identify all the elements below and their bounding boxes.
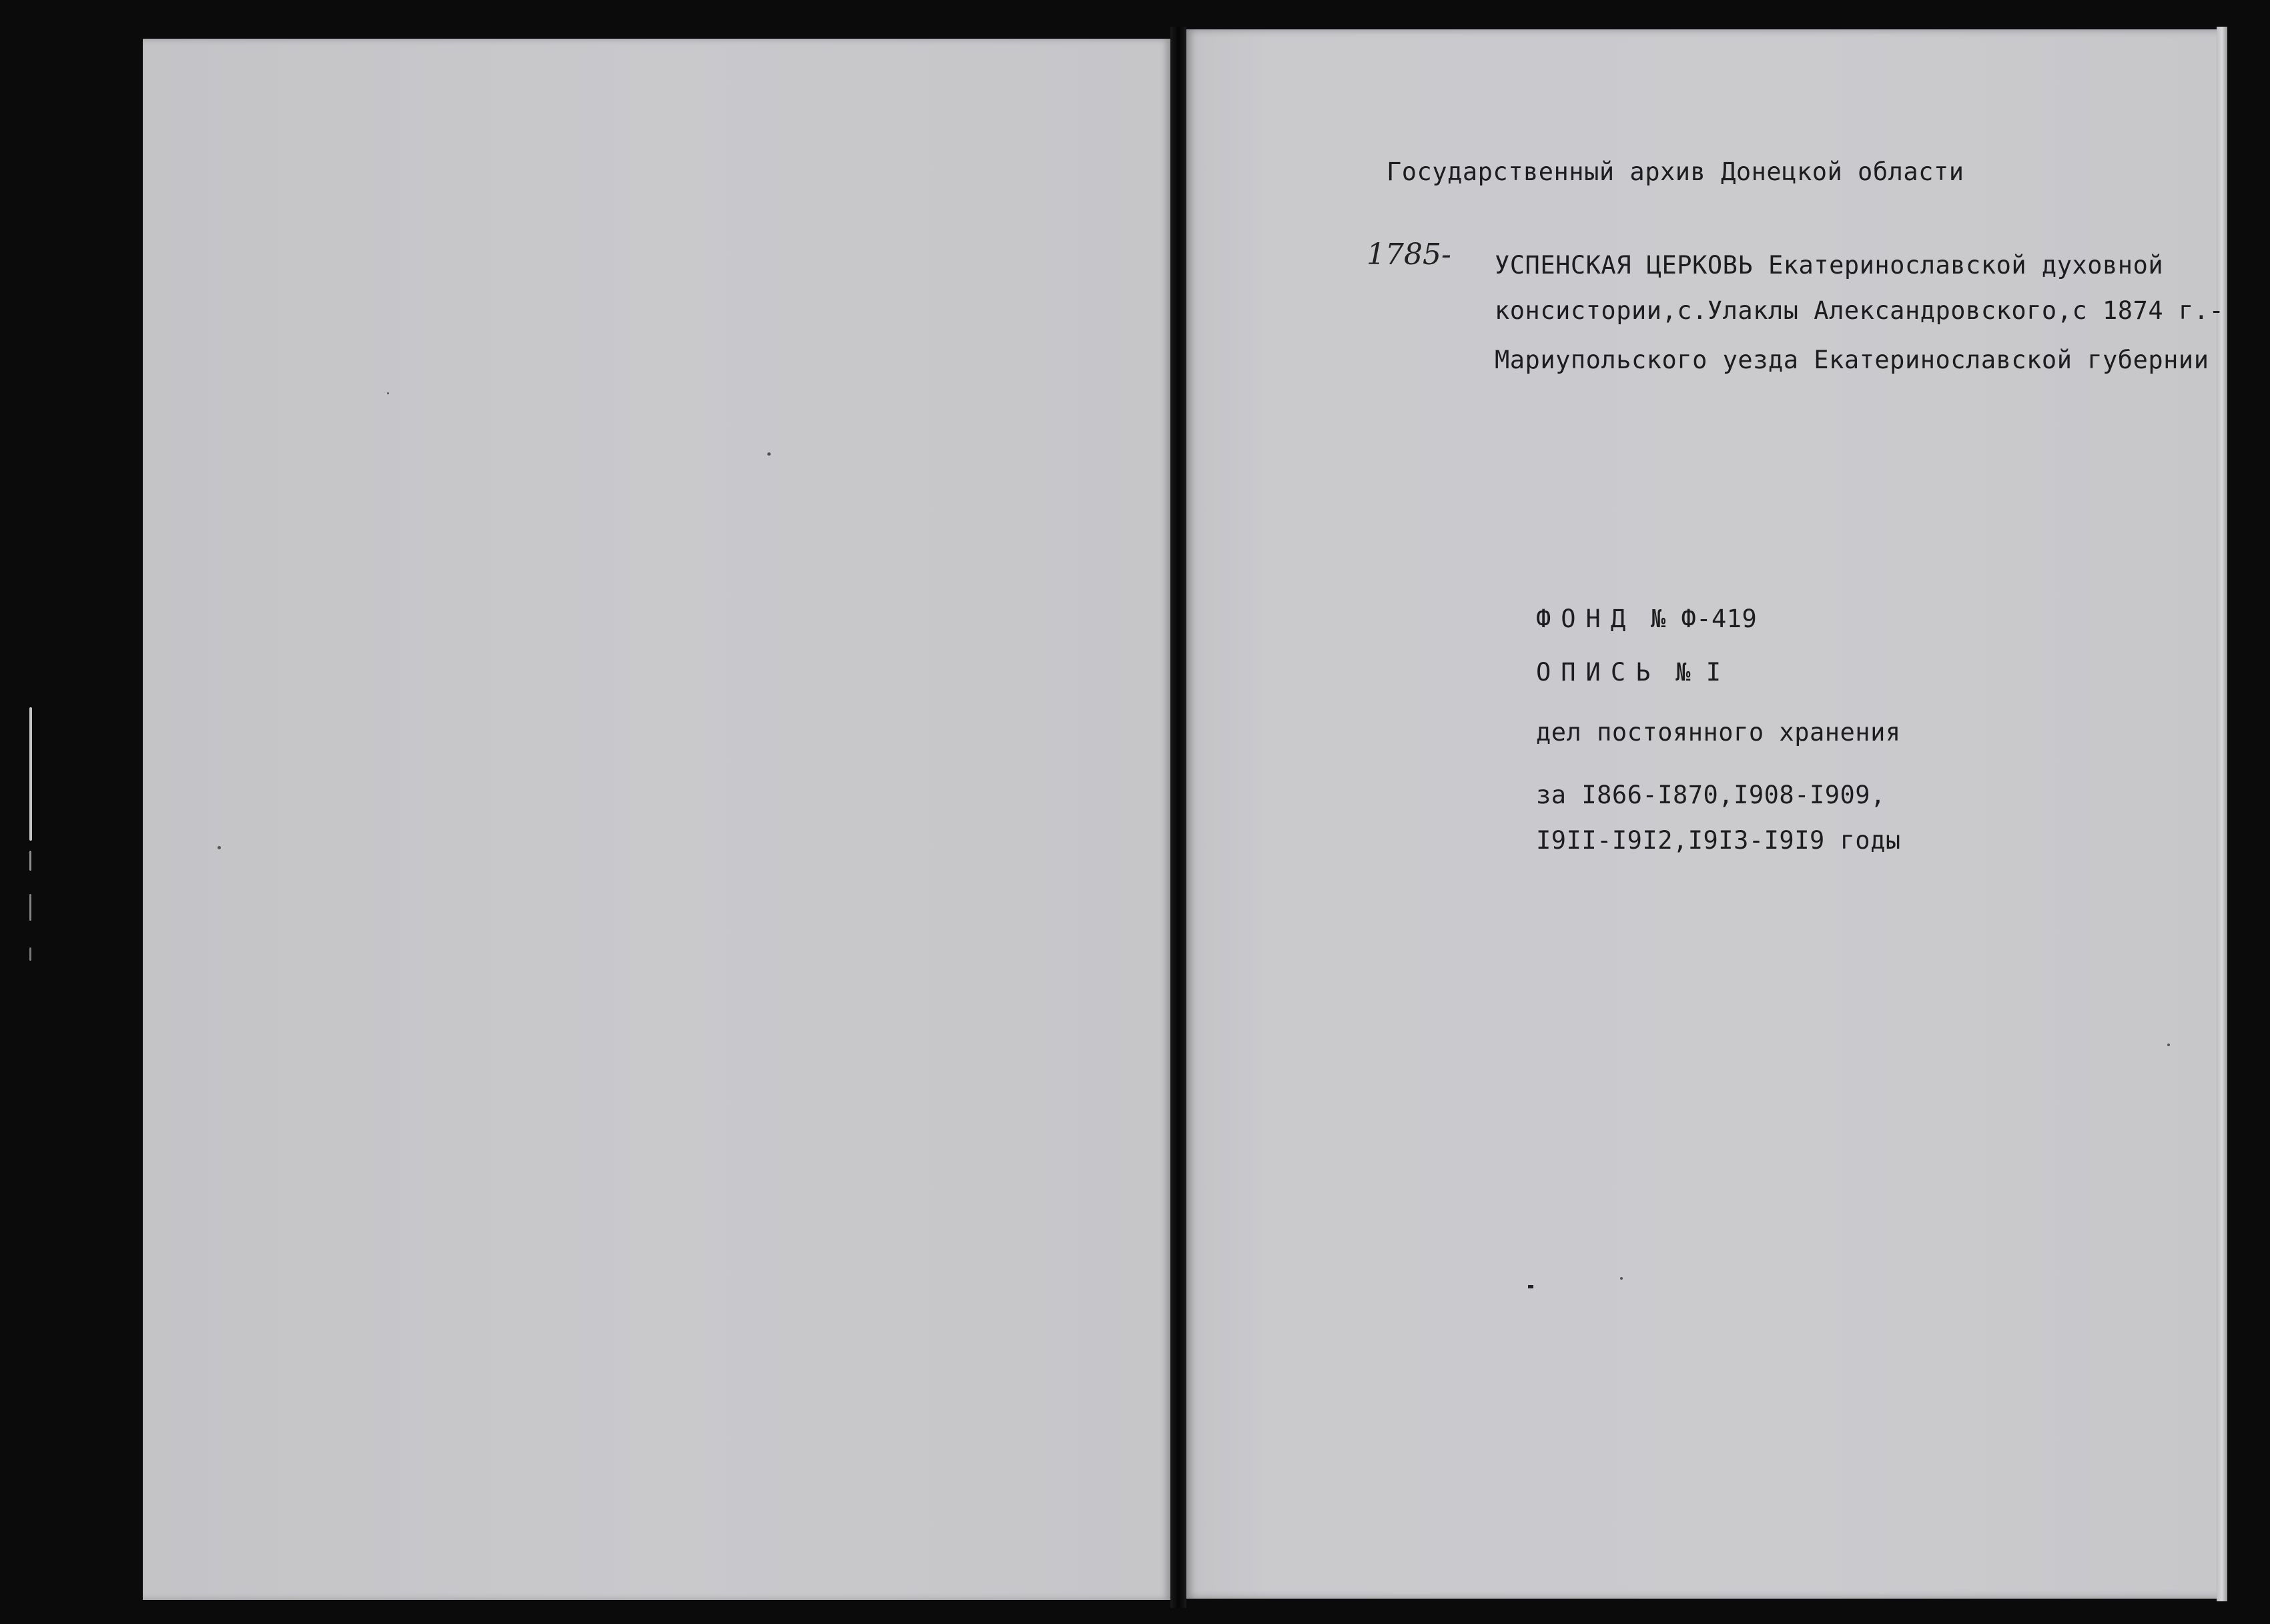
paper-speck <box>767 452 771 456</box>
binding-thread <box>29 851 31 871</box>
title-line-1: УСПЕНСКАЯ ЦЕРКОВЬ Екатеринославской духовной <box>1495 251 2164 280</box>
paper-speck <box>2167 1044 2170 1046</box>
years-line-1: за I866-I870,I908-I909, <box>1536 781 1886 809</box>
binding-thread <box>29 894 31 921</box>
left-page <box>143 39 1170 1600</box>
opis-label: ОПИСЬ <box>1536 658 1661 687</box>
opis-line <box>1536 658 1722 687</box>
paper-speck <box>387 392 389 394</box>
opis-number: № I <box>1675 658 1722 687</box>
stray-mark <box>1528 1285 1533 1288</box>
handwritten-number: 1785- <box>1367 238 1451 272</box>
paper-speck <box>1620 1277 1623 1280</box>
title-line-3: Мариупольского уезда Екатеринославской губернии <box>1495 346 2209 374</box>
archive-name: Государственный архив Донецкой области <box>1387 157 1964 186</box>
fond-label: ФОНД <box>1536 604 1636 633</box>
years-line-2: I9II-I9I2,I9I3-I9I9 годы <box>1536 826 1901 855</box>
cases-description: дел постоянного хранения <box>1536 718 1901 747</box>
binding-thread <box>29 707 32 841</box>
binding-thread <box>29 947 31 961</box>
right-page-edge <box>2217 27 2227 1601</box>
fond-number: № Ф-419 <box>1650 604 1758 633</box>
fond-line <box>1536 604 1757 633</box>
title-line-2: консистории,с.Улаклы Александровского,с 1874 г.- <box>1495 296 2225 325</box>
paper-speck <box>218 846 221 849</box>
book-gutter <box>1170 27 1186 1608</box>
